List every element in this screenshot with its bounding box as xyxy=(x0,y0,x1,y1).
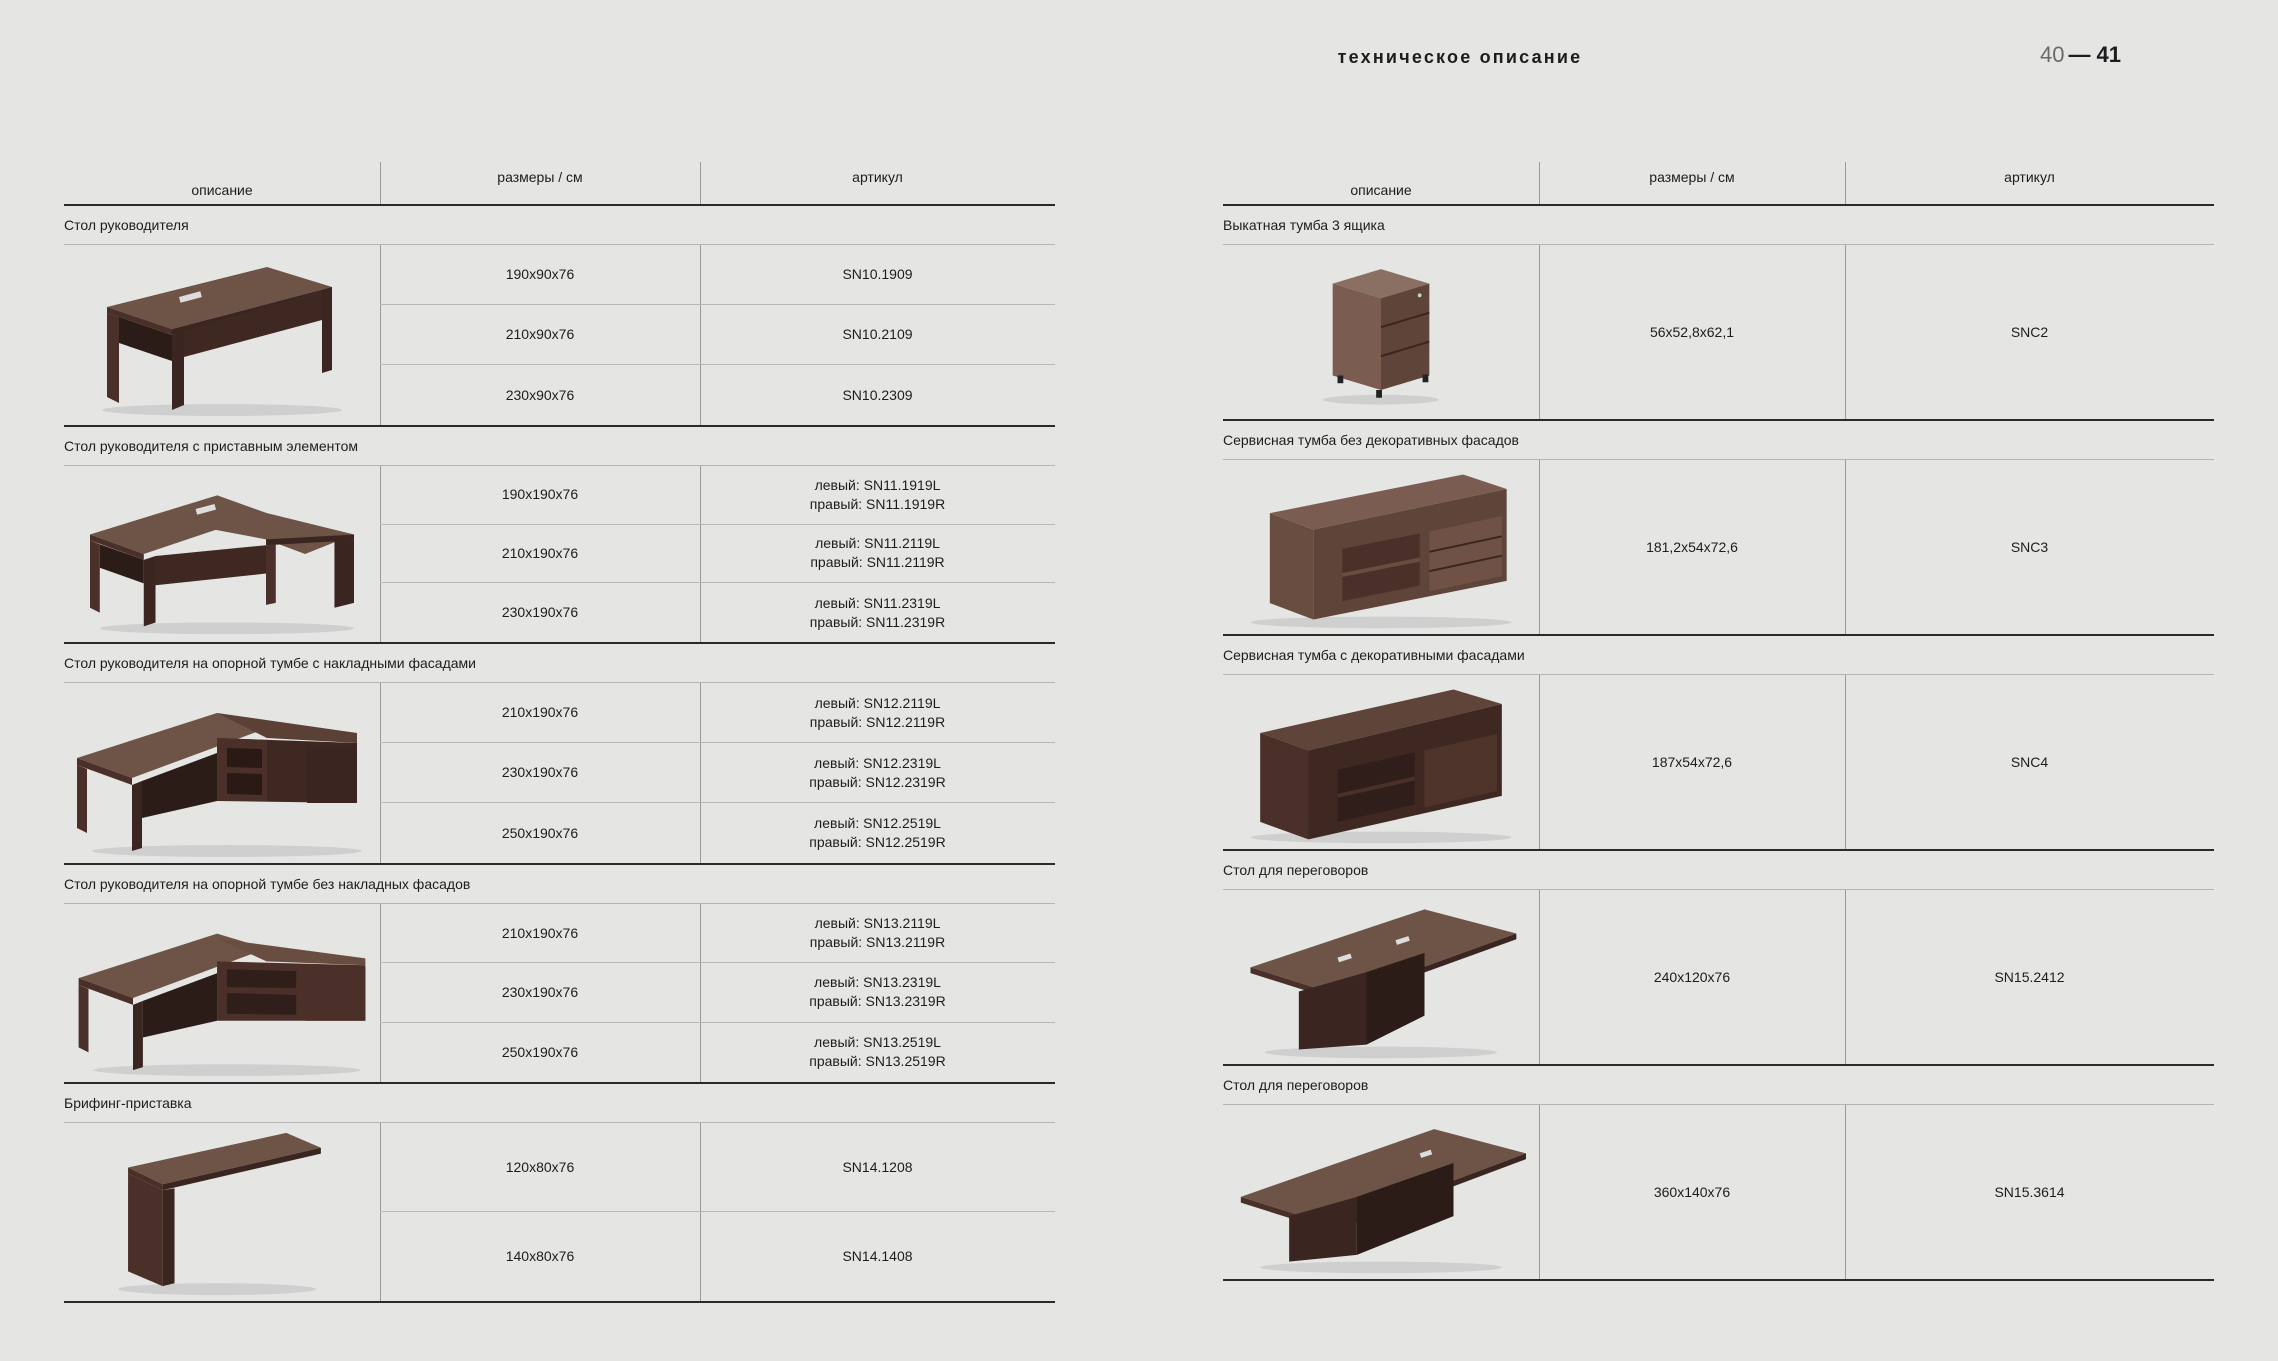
sku-line: SN10.2309 xyxy=(842,386,913,403)
product-section xyxy=(64,1123,1055,1303)
column-header-sizes: размеры / см xyxy=(497,169,583,185)
size-cell: 181,2x54x72,6 xyxy=(1646,538,1738,555)
page-header-title: техническое описание xyxy=(1337,47,1583,67)
size-cell: 210x190x76 xyxy=(501,924,579,941)
sku-cell xyxy=(700,245,1055,304)
desk-on-cabinet-plain-icon xyxy=(64,904,380,1082)
sku-cell xyxy=(700,743,1055,802)
page-number-right: 41 xyxy=(2096,42,2121,67)
sku-line: левый: SN13.2519L xyxy=(814,1034,941,1051)
sku-line: SN10.1909 xyxy=(842,266,913,282)
sku-line: SN15.2412 xyxy=(1994,968,2065,985)
service-cabinet-decor-icon xyxy=(1223,675,1539,849)
sku-cell xyxy=(700,683,1055,742)
size-cell: 190x190x76 xyxy=(501,486,579,503)
sku-line: левый: SN11.1919L xyxy=(814,476,941,493)
table-row xyxy=(380,466,1055,525)
sku-line: левый: SN12.2119L xyxy=(814,694,941,711)
sku-line: правый: SN11.1919R xyxy=(809,495,946,512)
table-row xyxy=(380,1212,1055,1301)
product-section xyxy=(64,904,1055,1084)
sku-line: SNC2 xyxy=(2010,323,2049,340)
size-cell: 240x120x76 xyxy=(1653,968,1731,985)
sku-line: левый: SN12.2319L xyxy=(814,754,941,771)
sku-line: SN14.1408 xyxy=(842,1248,913,1264)
table-row xyxy=(380,904,1055,963)
service-cabinet-icon xyxy=(1223,460,1539,634)
product-section xyxy=(1223,460,2214,636)
table-row xyxy=(380,683,1055,743)
sku-line: правый: SN13.2119R xyxy=(809,934,946,951)
table-row xyxy=(380,245,1055,305)
page-number-left: 40 xyxy=(2040,42,2065,67)
product-section xyxy=(64,245,1055,427)
executive-desk-icon xyxy=(64,245,380,425)
sku-cell xyxy=(700,803,1055,863)
section-title: Сервисная тумба без декоративных фасадов xyxy=(1223,421,2214,460)
size-cell: 230x90x76 xyxy=(505,386,575,403)
section-title: Сервисная тумба с декоративными фасадами xyxy=(1223,636,2214,675)
table-row xyxy=(1539,245,2214,419)
column-header-description: описание xyxy=(191,182,253,198)
sku-line: левый: SN13.2319L xyxy=(814,974,941,991)
right-spec-table xyxy=(1223,162,2214,1281)
page-numbers xyxy=(2040,42,2121,68)
section-title: Стол руководителя на опорной тумбе без накладных фасадов xyxy=(64,865,1055,904)
sku-line: SN14.1208 xyxy=(842,1158,913,1175)
desk-on-cabinet-icon xyxy=(64,683,380,863)
sku-cell xyxy=(1845,890,2214,1064)
product-section xyxy=(1223,1105,2214,1281)
table-row xyxy=(1539,460,2214,634)
column-header-sizes: размеры / см xyxy=(1649,169,1735,185)
section-title: Стол для переговоров xyxy=(1223,1066,2214,1105)
section-title: Стол для переговоров xyxy=(1223,851,2214,890)
size-cell: 190x90x76 xyxy=(505,266,575,282)
sku-cell xyxy=(700,1123,1055,1211)
l-shaped-desk-icon xyxy=(64,466,380,642)
section-title: Выкатная тумба 3 ящика xyxy=(1223,206,2214,245)
sku-cell xyxy=(700,583,1055,642)
table-header xyxy=(1223,162,2214,204)
sku-cell xyxy=(1845,1105,2214,1279)
table-row xyxy=(380,743,1055,803)
sku-line: правый: SN11.2319R xyxy=(809,613,946,630)
mobile-pedestal-icon xyxy=(1223,245,1539,419)
size-cell: 120x80x76 xyxy=(505,1158,575,1175)
size-cell: 210x190x76 xyxy=(501,704,579,720)
table-row xyxy=(1539,1105,2214,1279)
size-cell: 230x190x76 xyxy=(501,604,579,621)
sku-line: левый: SN13.2119L xyxy=(814,915,941,932)
product-section xyxy=(64,683,1055,865)
sku-line: SN15.3614 xyxy=(1994,1183,2065,1200)
table-row xyxy=(380,583,1055,642)
product-section xyxy=(1223,245,2214,421)
meeting-table-icon xyxy=(1223,890,1539,1064)
sku-line: левый: SN11.2119L xyxy=(815,535,940,552)
size-cell: 140x80x76 xyxy=(505,1248,575,1264)
table-row xyxy=(380,1123,1055,1212)
sku-line: правый: SN11.2119R xyxy=(810,554,945,571)
section-title: Стол руководителя xyxy=(64,206,1055,245)
sku-cell xyxy=(1845,245,2214,419)
column-header-description: описание xyxy=(1350,182,1412,198)
briefing-table-icon xyxy=(64,1123,380,1301)
size-cell: 187x54x72,6 xyxy=(1651,753,1733,770)
table-row xyxy=(1539,675,2214,849)
sku-line: левый: SN12.2519L xyxy=(814,815,941,831)
section-title: Стол руководителя на опорной тумбе с накладными фасадами xyxy=(64,644,1055,683)
size-cell: 230x190x76 xyxy=(501,983,579,1000)
product-section xyxy=(64,466,1055,644)
sku-line: правый: SN12.2519R xyxy=(809,834,946,850)
left-spec-table xyxy=(64,162,1055,1303)
table-header xyxy=(64,162,1055,204)
sku-cell xyxy=(700,1212,1055,1301)
table-row xyxy=(380,365,1055,425)
section-title: Стол руководителя с приставным элементом xyxy=(64,427,1055,466)
product-section xyxy=(1223,890,2214,1066)
sku-line: правый: SN12.2319R xyxy=(809,773,946,790)
size-cell: 250x190x76 xyxy=(501,824,579,841)
sku-line: правый: SN13.2519R xyxy=(809,1053,946,1070)
sku-line: SN10.2109 xyxy=(842,326,913,342)
sku-line: SNC3 xyxy=(2010,538,2049,555)
size-cell: 56x52,8x62,1 xyxy=(1649,323,1735,340)
table-row xyxy=(380,803,1055,863)
sku-cell xyxy=(700,904,1055,962)
table-row xyxy=(380,305,1055,365)
sku-cell xyxy=(1845,460,2214,634)
sku-cell xyxy=(1845,675,2214,849)
sku-cell xyxy=(700,1023,1055,1082)
sku-line: SNC4 xyxy=(2010,753,2049,770)
page-number-separator: — xyxy=(2068,42,2091,67)
size-cell: 250x190x76 xyxy=(501,1043,579,1060)
sku-line: левый: SN11.2319L xyxy=(814,594,941,611)
table-row xyxy=(1539,890,2214,1064)
table-row xyxy=(380,963,1055,1022)
table-row xyxy=(380,1023,1055,1082)
sku-cell xyxy=(700,525,1055,583)
column-header-sku: артикул xyxy=(852,169,903,185)
size-cell: 210x190x76 xyxy=(501,544,579,561)
size-cell: 210x90x76 xyxy=(505,326,575,342)
sku-line: правый: SN12.2119R xyxy=(809,713,946,730)
size-cell: 230x190x76 xyxy=(501,764,579,780)
size-cell: 360x140x76 xyxy=(1653,1183,1731,1200)
sku-cell xyxy=(700,365,1055,425)
sku-cell xyxy=(700,963,1055,1021)
sku-cell xyxy=(700,466,1055,524)
meeting-table-large-icon xyxy=(1223,1105,1539,1279)
section-title: Брифинг-приставка xyxy=(64,1084,1055,1123)
table-row xyxy=(380,525,1055,584)
sku-cell xyxy=(700,305,1055,364)
product-section xyxy=(1223,675,2214,851)
column-header-sku: артикул xyxy=(2004,169,2055,185)
sku-line: правый: SN13.2319R xyxy=(809,993,946,1010)
